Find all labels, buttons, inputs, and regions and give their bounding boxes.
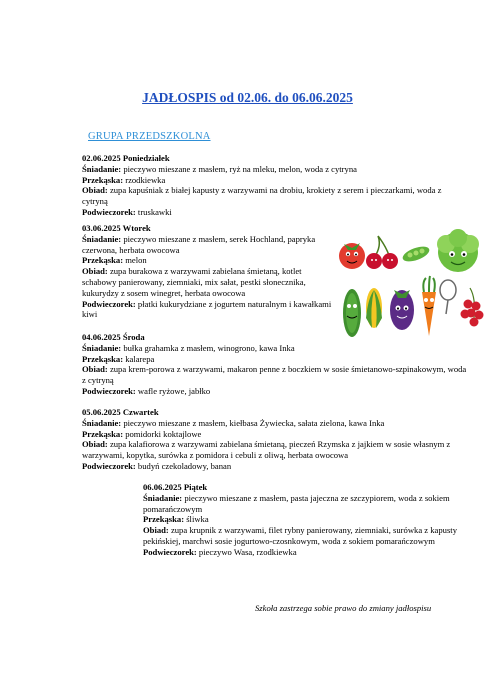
meal-line xyxy=(82,207,452,218)
meal-line xyxy=(143,493,463,515)
meal-label: Śniadanie: xyxy=(82,163,122,174)
meal-text: zupa kapuśniak z białej kapusty z warzywami na drobiu, krokiety z serem i pieczarkami, woda z cytryną xyxy=(82,185,442,207)
meal-line xyxy=(82,343,472,354)
meal-line xyxy=(82,461,472,472)
meal-line xyxy=(82,299,332,321)
meal-line xyxy=(82,234,332,256)
meal-text: pieczywo mieszane z masłem, pasta jajeczna ze szczypiorem, woda z sokiem pomarańczowym xyxy=(143,492,450,514)
day-block xyxy=(82,153,452,218)
meal-line xyxy=(143,525,463,547)
day-date: 03.06.2025 Wtorek xyxy=(82,223,151,233)
meal-text: melon xyxy=(123,255,147,266)
meal-line xyxy=(82,266,332,298)
meal-text: pieczywo mieszane z masłem, kiełbasa Żywiecka, sałata zielona, kawa Inka xyxy=(121,417,385,428)
meal-label: Przekąska: xyxy=(82,353,124,364)
meal-text: bułka grahamka z masłem, winogrono, kawa Inka xyxy=(121,342,295,353)
day-date: 04.06.2025 Środa xyxy=(82,332,145,342)
meal-label: Obiad: xyxy=(82,185,108,196)
day-block xyxy=(82,407,472,472)
meal-line xyxy=(82,439,472,461)
meal-label: Obiad: xyxy=(82,364,108,375)
meal-label: Śniadanie: xyxy=(82,417,122,428)
meal-line xyxy=(82,364,472,386)
meal-text: płatki kukurydziane z jogurtem naturalnym i kawałkami kiwi xyxy=(82,298,332,320)
meal-label: Obiad: xyxy=(82,439,108,450)
meal-text: zupa burakowa z warzywami zabielana śmietaną, kotlet schabowy panierowany, ziemniaki, mix sałat, pestki słonecznika, kukurydzy z sosem winegret, herbata owocowa xyxy=(82,266,306,298)
meal-line xyxy=(143,547,463,558)
meal-line xyxy=(82,386,472,397)
meal-text: zupa krupnik z warzywami, filet rybny panierowany, ziemniaki, surówka z kapusty pekińskiej, marchwi sosie jogurtowo-czosnkowym, woda z sokiem pomarańczowym xyxy=(143,525,457,546)
meal-line xyxy=(82,429,472,440)
day-date: 05.06.2025 Czwartek xyxy=(82,407,159,417)
meal-text: pieczywo Wasa, rzodkiewka xyxy=(196,546,297,557)
meal-label: Śniadanie: xyxy=(82,233,122,244)
meal-line xyxy=(82,175,452,186)
meal-text: śliwka xyxy=(184,514,209,525)
meal-label: Obiad: xyxy=(82,266,108,277)
meal-text: pieczywo mieszane z masłem, serek Hochland, papryka czerwona, herbata owocowa xyxy=(82,233,316,255)
meal-text: rzodkiewka xyxy=(123,174,166,185)
meal-label: Podwieczorek: xyxy=(82,385,136,396)
meal-text: budyń czekoladowy, banan xyxy=(135,460,232,471)
meal-label: Śniadanie: xyxy=(143,492,183,503)
meal-label: Obiad: xyxy=(143,525,169,536)
meal-label: Śniadanie: xyxy=(82,342,122,353)
meal-text: pomidorki koktajlowe xyxy=(123,428,202,439)
meal-text: zupa krem-porowa z warzywami, makaron penne z boczkiem w sosie śmietanowo-szpinakowym, woda z cytryną xyxy=(82,364,467,386)
meal-label: Przekąska: xyxy=(82,255,124,266)
meal-text: wafle ryżowe, jabłko xyxy=(135,385,211,396)
meal-label: Podwieczorek: xyxy=(82,298,136,309)
cartoon-vegetables-icon xyxy=(330,228,490,343)
meal-label: Podwieczorek: xyxy=(143,546,197,557)
meal-line xyxy=(82,354,472,365)
day-date: 06.06.2025 Piątek xyxy=(143,482,208,492)
meal-label: Podwieczorek: xyxy=(82,206,136,217)
day-date: 02.06.2025 Poniedziałek xyxy=(82,153,170,163)
footer-note: Szkoła zastrzega sobie prawo do zmiany jadłospisu xyxy=(255,603,432,613)
day-block xyxy=(82,223,332,320)
meal-text: pieczywo mieszane z masłem, ryż na mleku, melon, woda z cytryna xyxy=(121,163,357,174)
meal-text: truskawki xyxy=(135,206,172,217)
day-block xyxy=(143,482,463,558)
meal-text: zupa kalafiorowa z warzywami zabielana śmietaną, pieczeń Rzymska z jajkiem w sosie własnym z warzywami, kopytka, surówka z pomidora i cebuli z oliwą, herbata owocowa xyxy=(82,439,451,461)
meal-line xyxy=(82,418,472,429)
meal-label: Podwieczorek: xyxy=(82,460,136,471)
meal-line xyxy=(82,185,452,207)
group-heading: GRUPA PRZEDSZKOLNA xyxy=(88,131,211,142)
meal-text: kalarepa xyxy=(123,353,155,364)
meal-label: Przekąska: xyxy=(82,174,124,185)
meal-label: Przekąska: xyxy=(82,428,124,439)
menu-title: JADŁOSPIS od 02.06. do 06.06.2025 xyxy=(142,90,353,105)
meal-label: Przekąska: xyxy=(143,514,185,525)
meal-line xyxy=(143,514,463,525)
meal-line xyxy=(82,255,332,266)
meal-line xyxy=(82,164,452,175)
